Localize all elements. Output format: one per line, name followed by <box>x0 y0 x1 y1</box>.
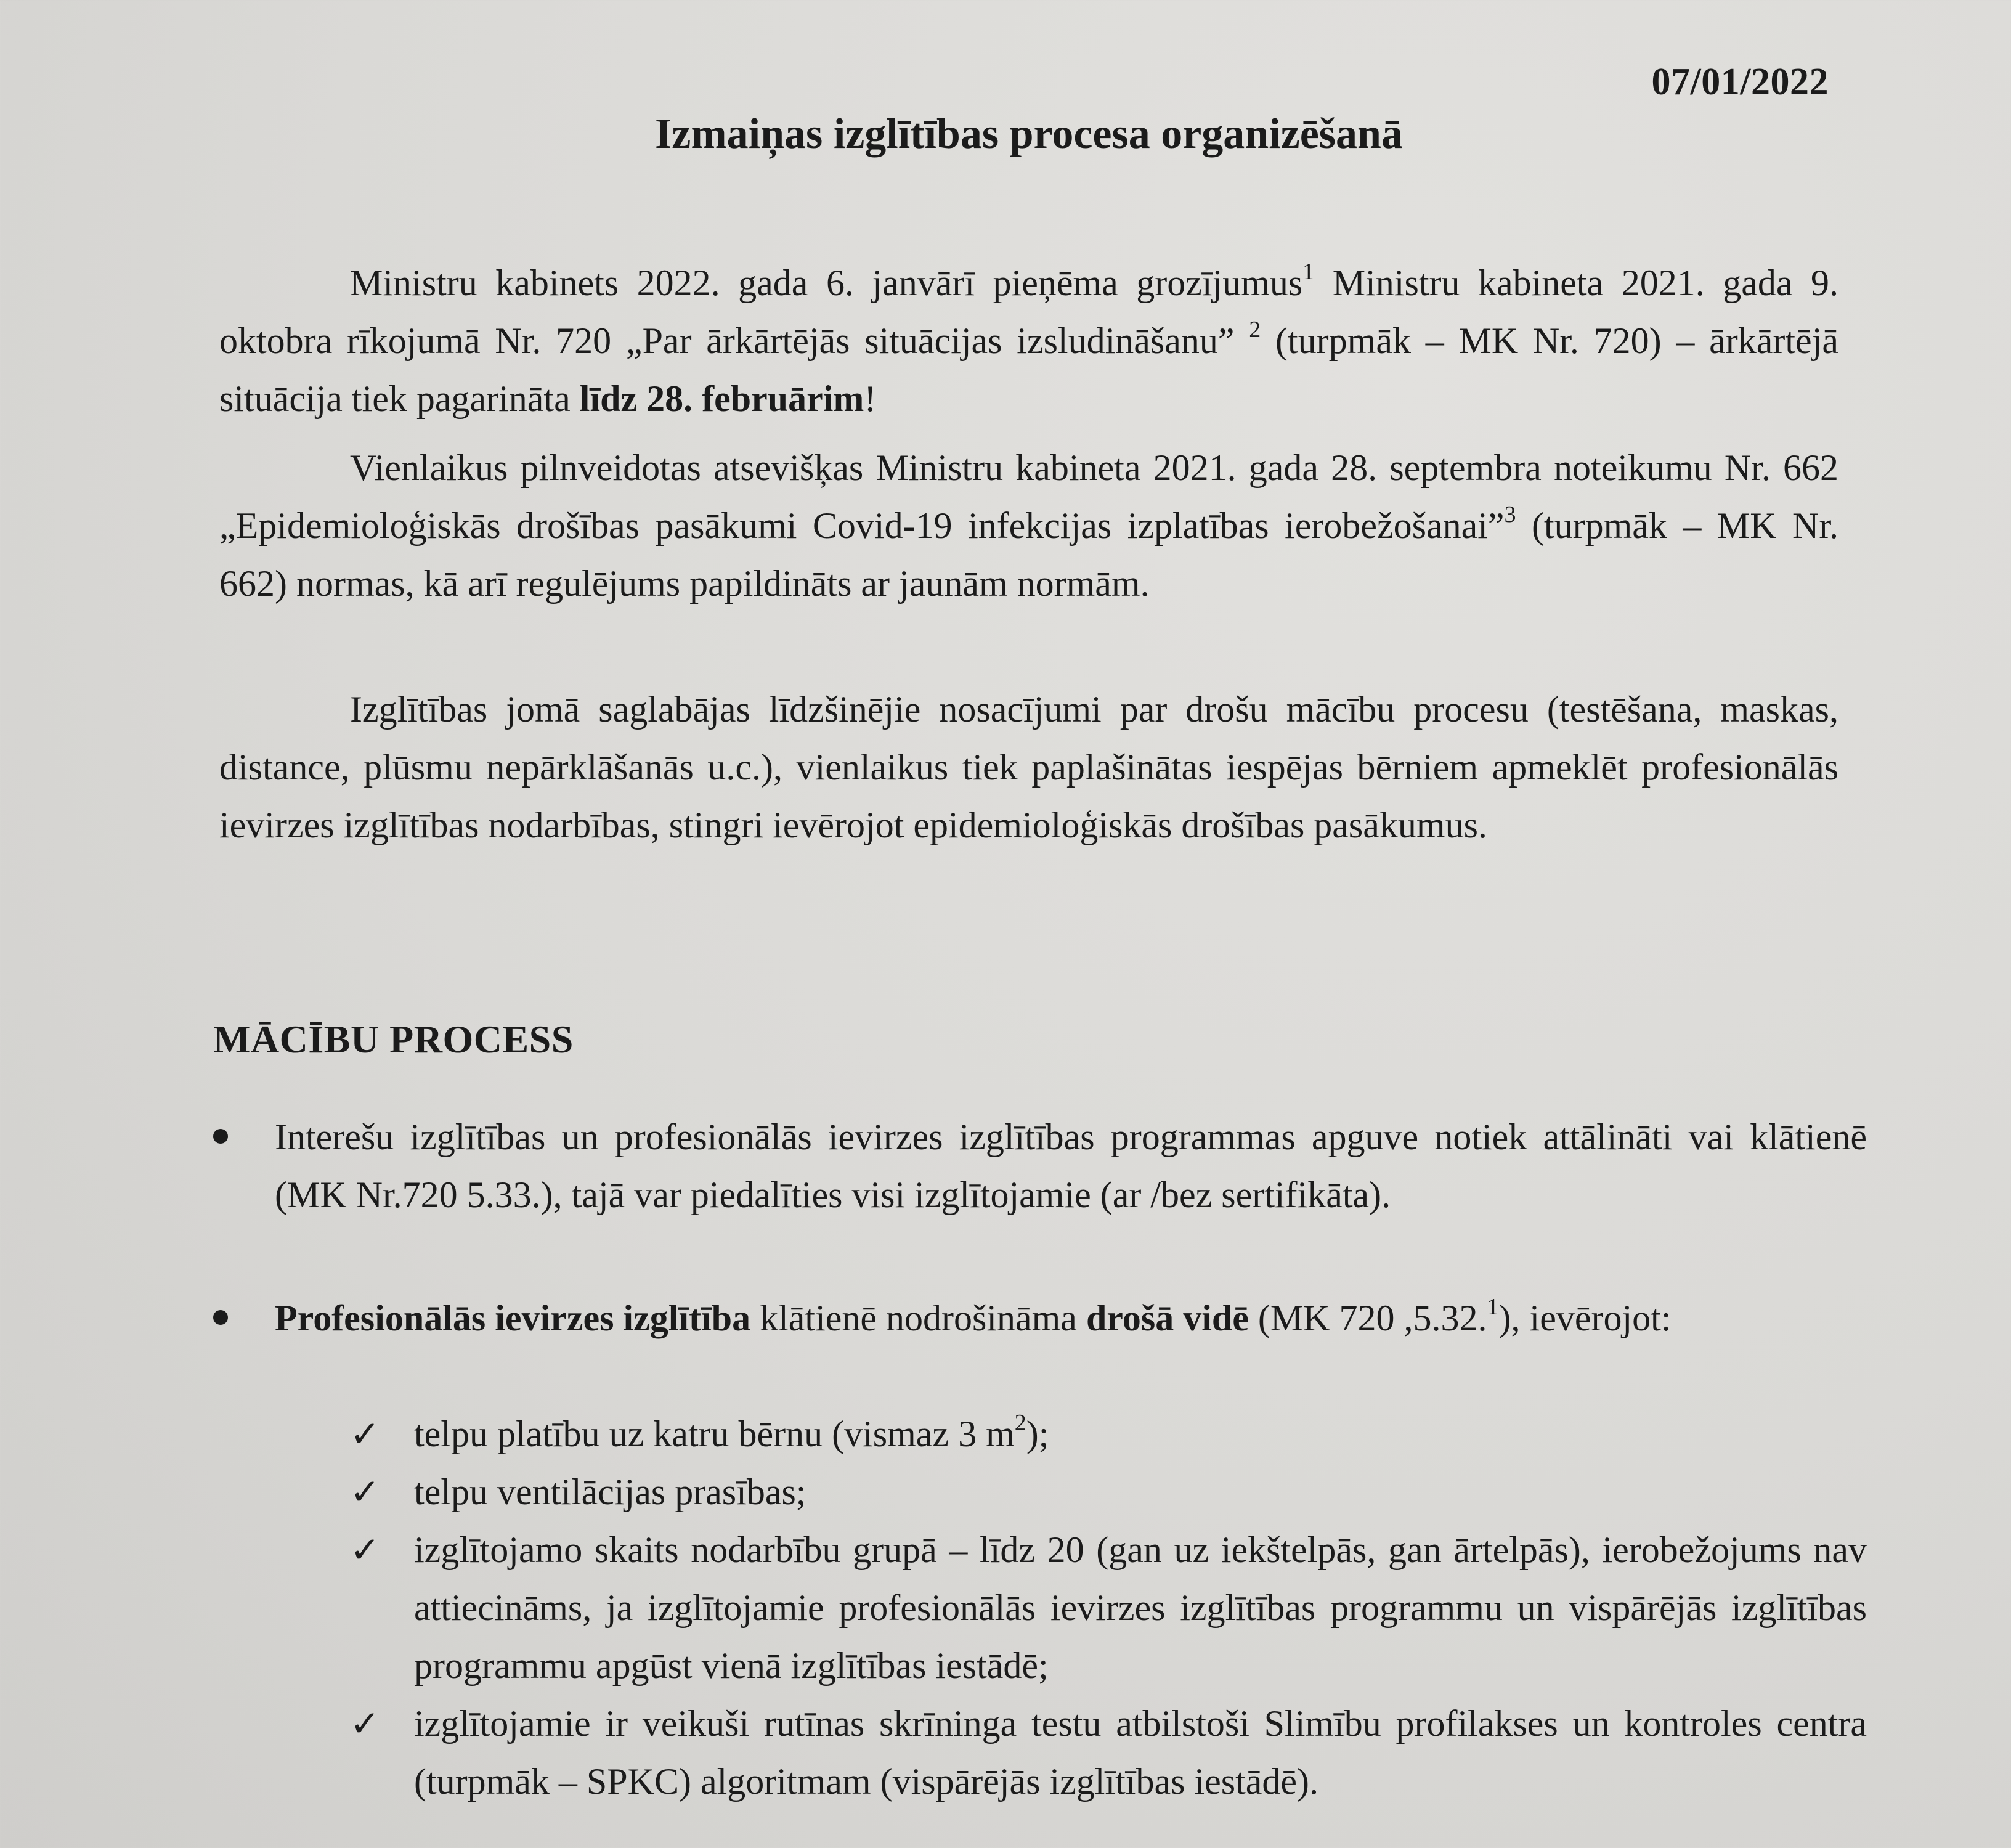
section-heading: MĀCĪBU PROCESS <box>213 1017 574 1061</box>
paragraph-2 <box>219 439 1838 613</box>
checklist-item-1-end: ); <box>1026 1414 1049 1454</box>
bullet-2-ref: (MK 720 ,5.32. <box>1248 1298 1487 1338</box>
checkmark-icon: ✓ <box>350 1529 380 1571</box>
bullet-2-bold-mid: drošā vidē <box>1086 1298 1249 1338</box>
checklist-item-4-text: izglītojamie ir veikuši rutīnas skrīninga testu atbilstoši Slimību profilakses un kontroles centra (turpmāk – SPKC) algoritmam (vispārējās izglītības iestādē). <box>414 1703 1867 1802</box>
bullet-2-ref-end: ), <box>1498 1298 1521 1338</box>
checkmark-icon: ✓ <box>350 1413 380 1455</box>
checklist-item <box>345 1463 1867 1521</box>
bullet-dot-icon <box>213 1310 228 1325</box>
paragraph-1-text-a: Ministru kabinets 2022. gada 6. janvārī pieņēma grozījumus <box>350 263 1303 303</box>
bullet-2-text <box>275 1289 1867 1347</box>
paragraph-1-emphasis: līdz 28. februārim <box>579 378 864 419</box>
checklist-item-1-text: telpu platību uz katru bērnu (vismaz 3 m <box>414 1414 1015 1454</box>
list-item <box>213 1108 1867 1224</box>
bullet-2-middle: klātienē nodrošināma <box>750 1298 1086 1338</box>
checkmark-icon: ✓ <box>350 1703 380 1744</box>
bullet-dot-icon <box>213 1129 228 1144</box>
paragraph-3-text: Izglītības jomā saglabājas līdzšinējie nosacījumi par drošu mācību procesu (testēšana, maskas, distance, plūsmu nepārklāšanās u.c.), vienlaikus tiek paplašinātas iespējas bērniem apmeklēt profesionālās ievirzes izglītības nodarbības, stingri ievērojot epidemioloģiskās drošības pasākumus. <box>219 689 1838 845</box>
bullet-2-end: ievērojot: <box>1520 1298 1672 1338</box>
checklist-item-3-text: izglītojamo skaits nodarbību grupā – līdz 20 (gan uz iekštelpās, gan ārtelpās), ierobežojums nav attiecināms, ja izglītojamie profesionālās ievirzes izglītības programmu un vispārējās izglītības programmu apgūst vienā izglītības iestādē; <box>414 1529 1867 1686</box>
checklist <box>345 1405 1867 1810</box>
checklist-item-2-text: telpu ventilācijas prasības; <box>414 1471 806 1512</box>
checklist-item <box>345 1521 1867 1695</box>
footnote-ref-3: 3 <box>1504 502 1516 527</box>
bullet-2-bold-start: Profesionālās ievirzes izglītība <box>275 1298 751 1338</box>
paragraph-2-text-a: Vienlaikus pilnveidotas atsevišķas Ministru kabineta 2021. gada 28. septembra noteikumu Nr. 662 „Epidemioloģiskās drošības pasākumi Covid-19 infekcijas izplatības ierobežošanai” <box>219 447 1838 546</box>
bullet-1-text: Interešu izglītības un profesionālās ievirzes izglītības programmas apguve notiek attālināti vai klātienē (MK Nr.720 5.33.), tajā var piedalīties visi izglītojamie (ar /bez sertifikāta). <box>275 1117 1867 1215</box>
paragraph-1-text-c: (turpmāk – MK Nr. 720) – ārkārtējā situācija tiek pagarināta <box>219 320 1838 419</box>
bullet-2-sup: 1 <box>1487 1294 1499 1320</box>
paragraph-3 <box>219 680 1838 854</box>
footnote-ref-2: 2 <box>1249 317 1261 343</box>
checklist-item-1-sup: 2 <box>1014 1410 1026 1436</box>
paragraph-1-text-end: ! <box>864 378 877 419</box>
checklist-item <box>345 1405 1867 1463</box>
document-date: 07/01/2022 <box>1651 61 1829 103</box>
footnote-ref-1: 1 <box>1302 259 1315 285</box>
paragraph-2-text-b: (turpmāk – MK Nr. 662) normas, kā arī regulējums papildināts ar jaunām normām. <box>219 505 1838 604</box>
paragraph-1 <box>219 254 1838 428</box>
document-title: Izmaiņas izglītības procesa organizēšanā <box>655 110 1403 158</box>
paragraph-1-text-b: Ministru kabineta 2021. gada 9. oktobra rīkojumā Nr. 720 „Par ārkārtējās situācijas izsludināšanu” <box>219 263 1839 361</box>
checklist-item <box>345 1695 1867 1810</box>
list-item <box>213 1289 1867 1347</box>
checkmark-icon: ✓ <box>350 1471 380 1513</box>
